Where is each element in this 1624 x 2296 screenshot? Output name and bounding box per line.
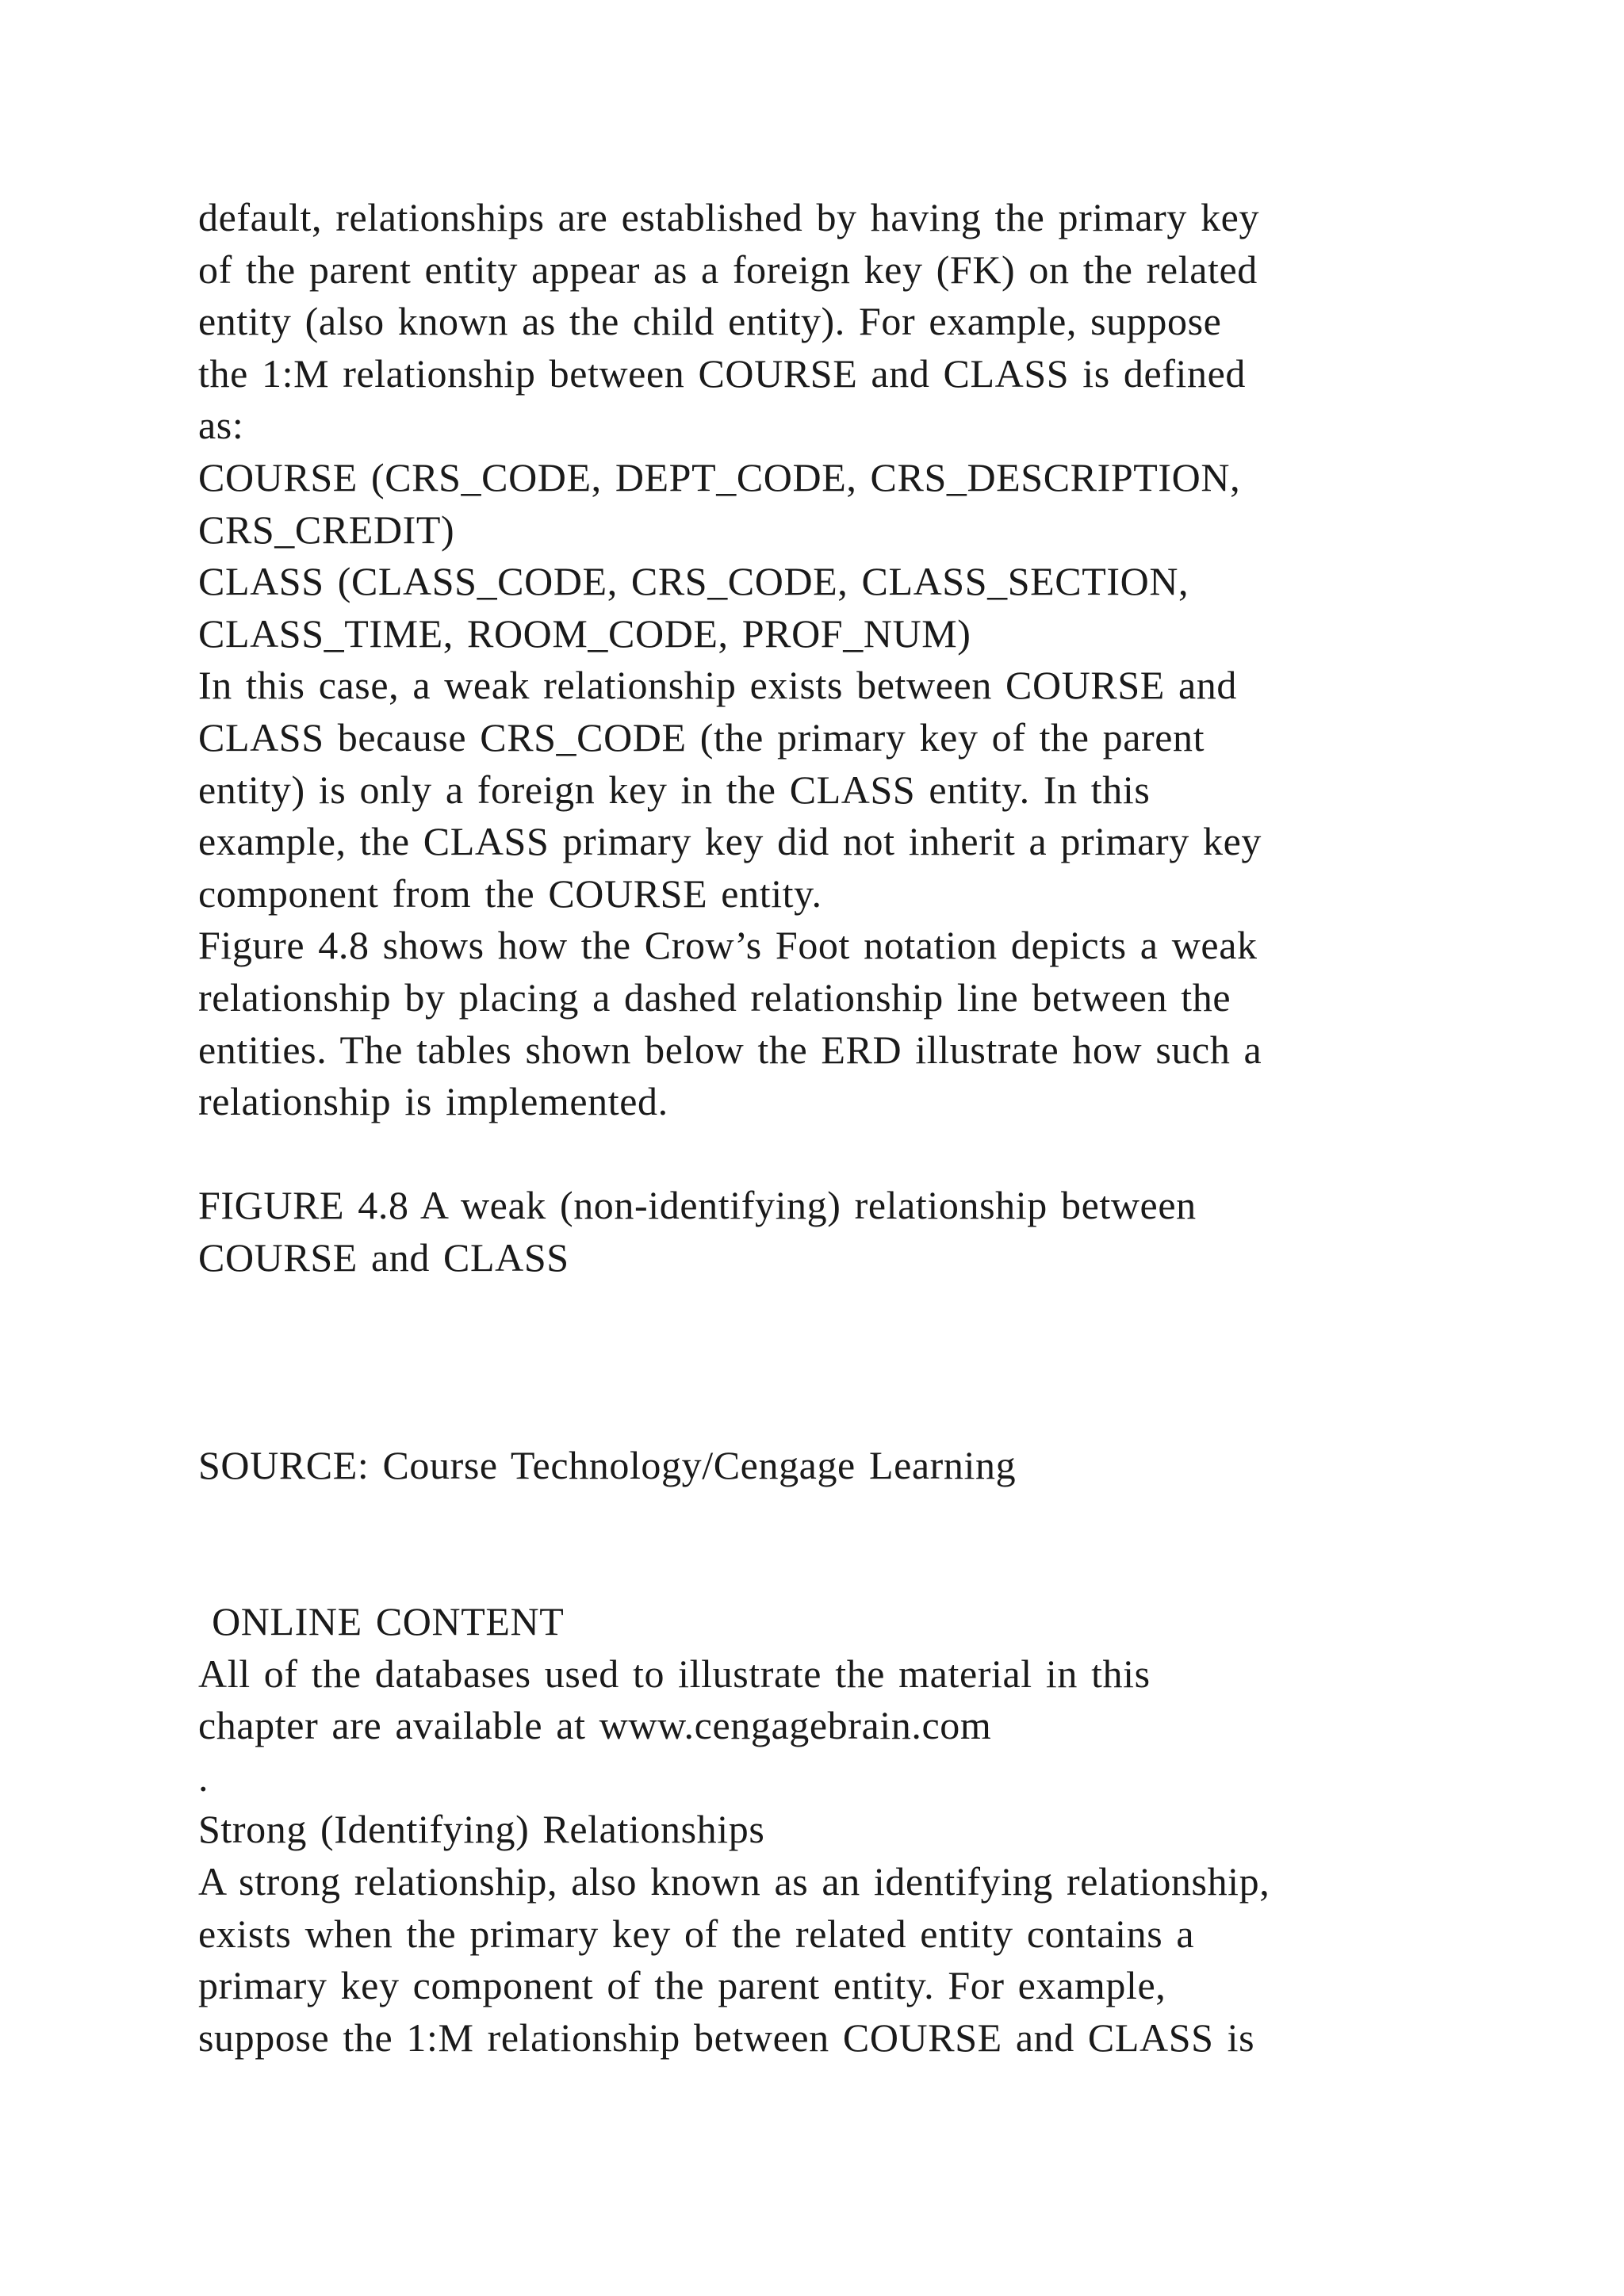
text-line: primary key component of the parent entity. For example, [198,1963,1166,2008]
text-line: chapter are available at www.cengagebrain.com [198,1703,992,1748]
text-line: CLASS_TIME, ROOM_CODE, PROF_NUM) [198,610,971,656]
text-line: In this case, a weak relationship exists between COURSE and [198,663,1237,708]
text-line: Figure 4.8 shows how the Crow’s Foot notation depicts a weak [198,923,1258,968]
blank-line [198,1284,1499,1336]
text-line: component from the COURSE entity. [198,871,822,916]
text-line: relationship by placing a dashed relationship line between the [198,974,1231,1020]
blank-line [198,1492,1499,1544]
blank-line [198,1544,1499,1596]
text-line: as: [198,403,244,448]
online-content-heading: ONLINE CONTENT [198,1599,565,1644]
text-line: CLASS (CLASS_CODE, CRS_CODE, CLASS_SECTION, [198,559,1189,604]
section-heading: Strong (Identifying) Relationships [198,1807,765,1852]
text-line: relationship is implemented. [198,1079,668,1124]
text-line: A strong relationship, also known as an identifying relationship, [198,1859,1270,1904]
blank-line [198,1388,1499,1441]
text-line: COURSE (CRS_CODE, DEPT_CODE, CRS_DESCRIPTION, [198,454,1241,499]
text-line: entity (also known as the child entity). For example, suppose [198,299,1222,344]
text-line: suppose the 1:M relationship between COURSE and CLASS is [198,2015,1255,2060]
source-credit: SOURCE: Course Technology/Cengage Learning [198,1443,1017,1488]
text-line: . [198,1755,209,1800]
blank-line [198,1128,1499,1181]
blank-line [198,1336,1499,1388]
text-line: All of the databases used to illustrate the material in this [198,1651,1151,1696]
text-line: of the parent entity appear as a foreign key (FK) on the related [198,247,1258,292]
text-line: default, relationships are established by having the primary key [198,195,1260,239]
figure-caption: FIGURE 4.8 A weak (non-identifying) relationship between [198,1183,1197,1228]
text-line: CLASS because CRS_CODE (the primary key of the parent [198,714,1205,760]
figure-caption: COURSE and CLASS [198,1234,569,1280]
document-body [198,192,1499,2064]
text-line: example, the CLASS primary key did not inherit a primary key [198,819,1262,864]
text-line: CRS_CREDIT) [198,507,455,552]
text-line: the 1:M relationship between COURSE and CLASS is defined [198,350,1247,396]
text-line: exists when the primary key of the related entity contains a [198,1911,1195,1956]
text-line: entities. The tables shown below the ERD illustrate how such a [198,1027,1262,1072]
text-line: entity) is only a foreign key in the CLASS entity. In this [198,767,1151,812]
